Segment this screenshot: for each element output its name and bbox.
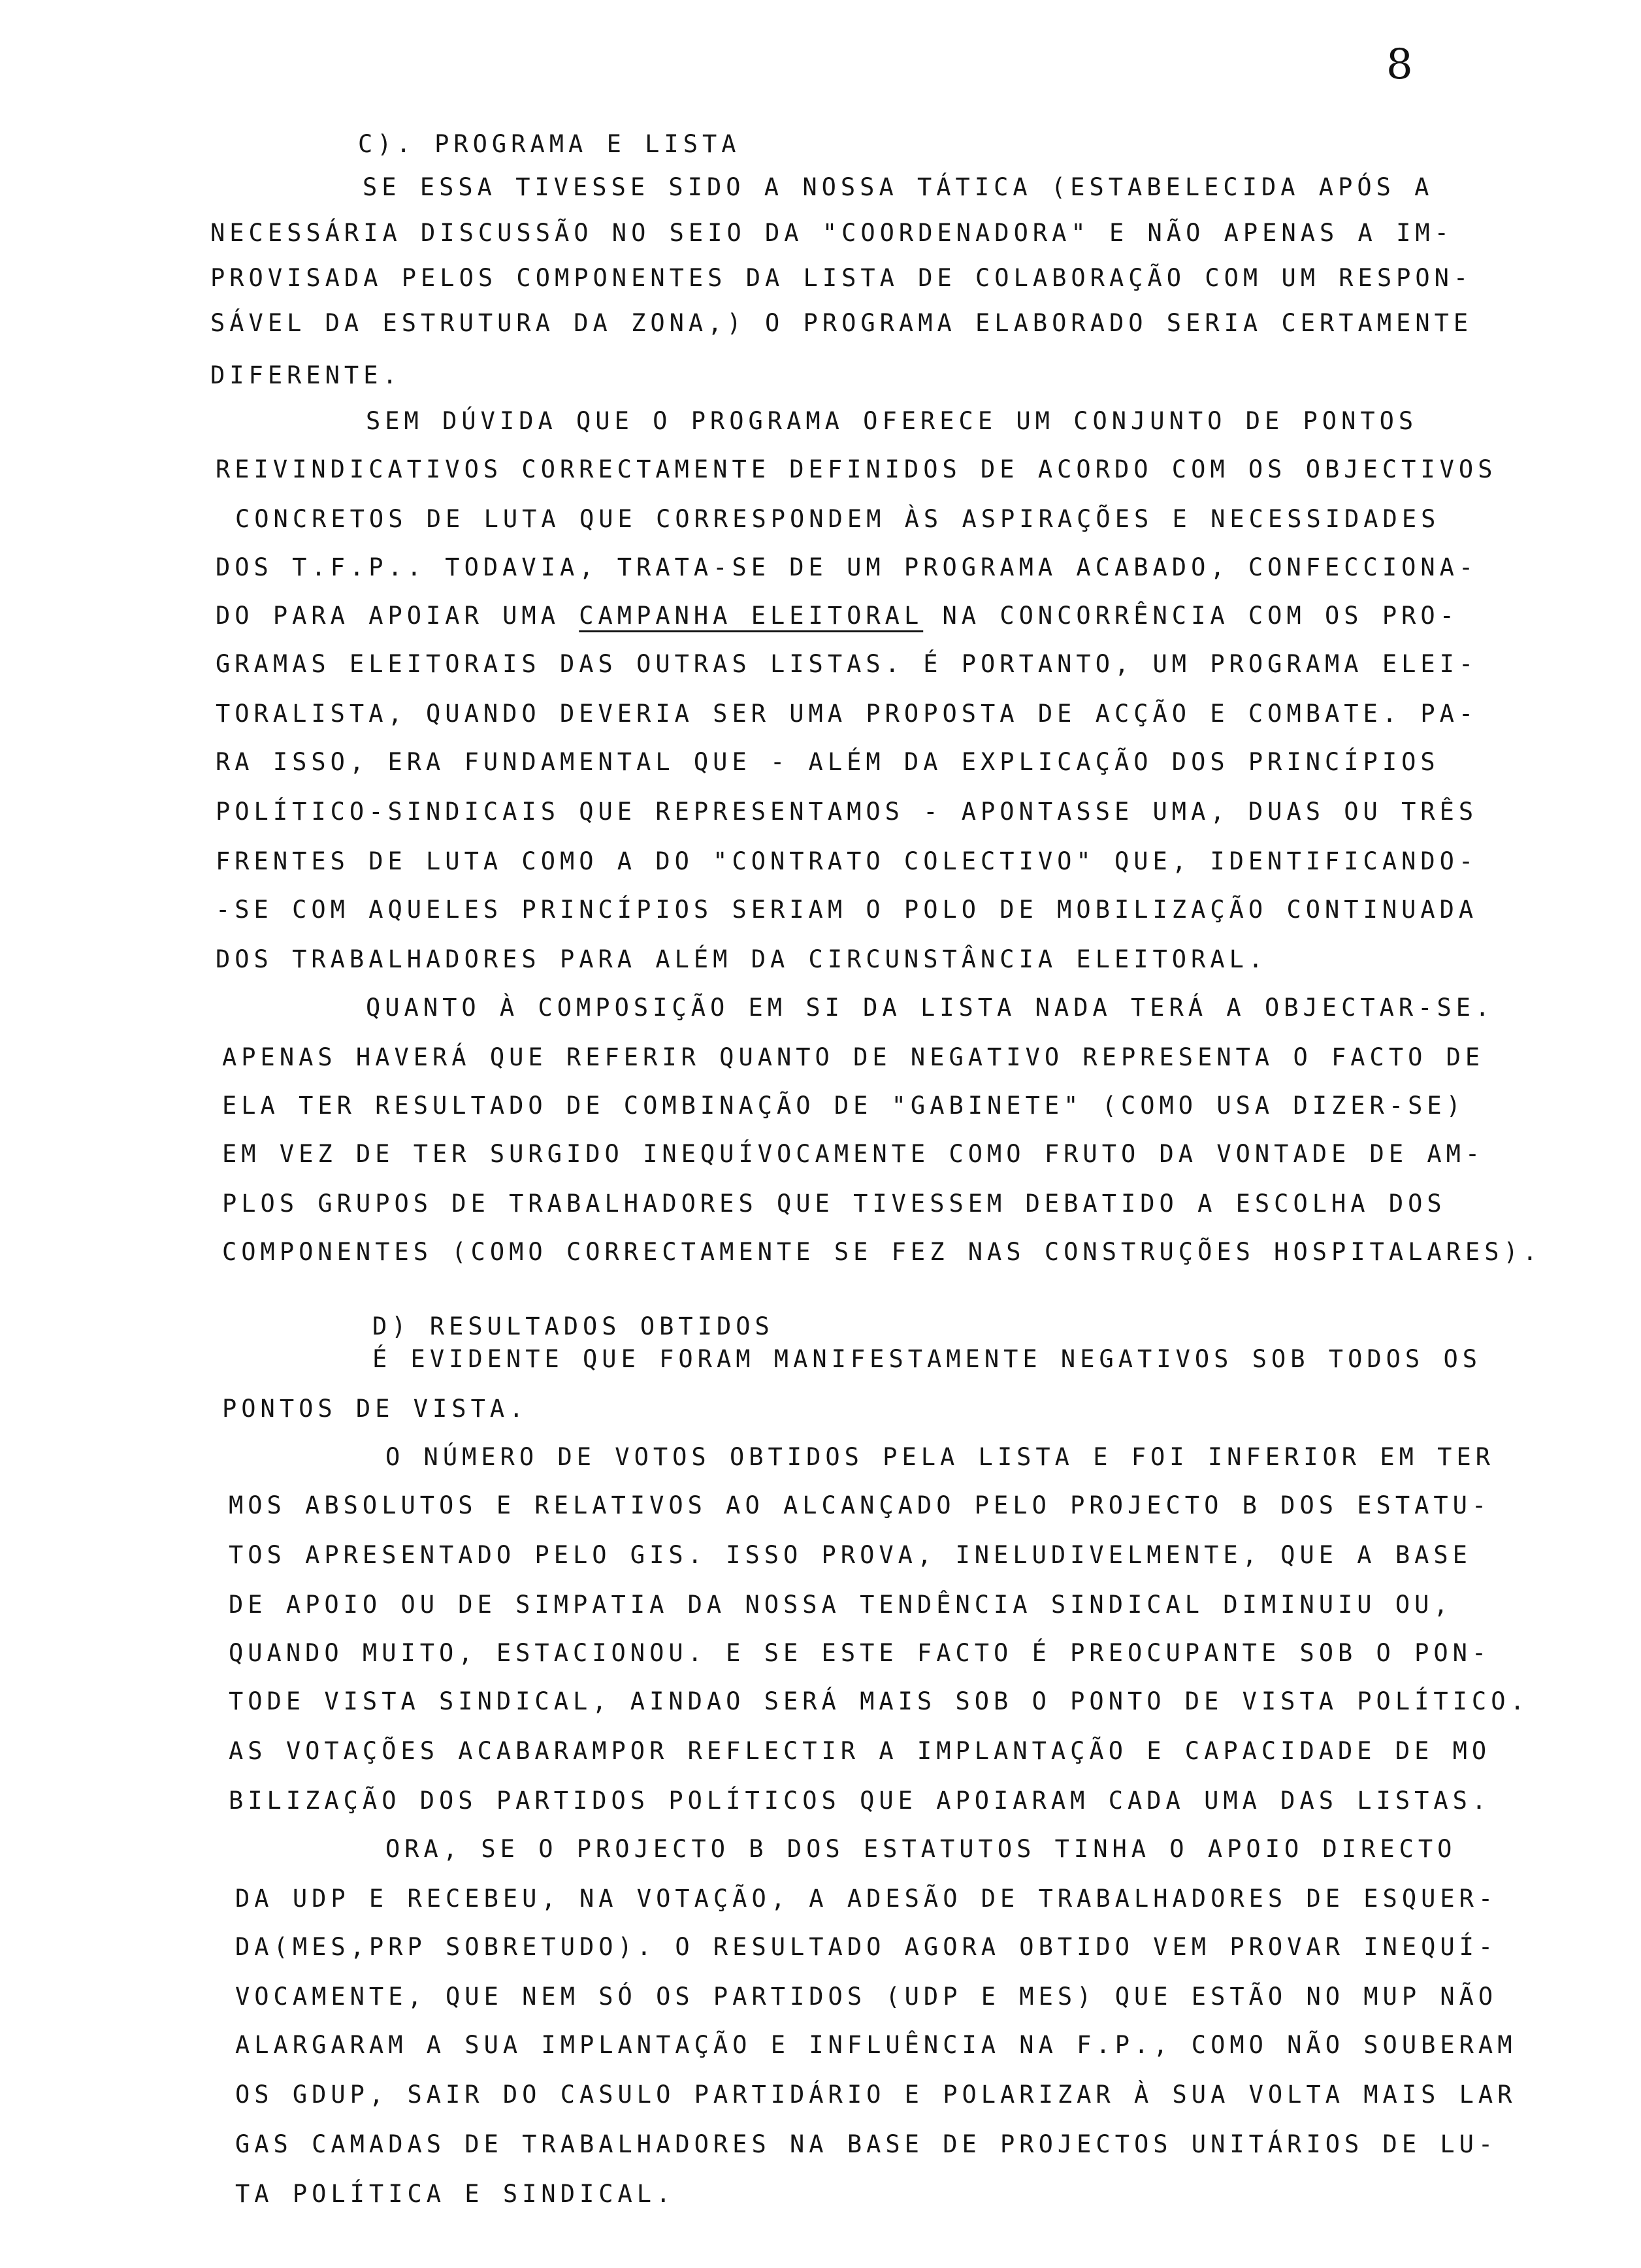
text-line: EM VEZ DE TER SURGIDO INEQUÍVOCAMENTE COMO FRUTO DA VONTADE DE AM-	[222, 1140, 1485, 1168]
text-line: PLOS GRUPOS DE TRABALHADORES QUE TIVESSEM DEBATIDO A ESCOLHA DOS	[222, 1190, 1446, 1218]
text-line: DE APOIO OU DE SIMPATIA DA NOSSA TENDÊNCIA SINDICAL DIMINUIU OU,	[229, 1591, 1453, 1619]
text-line: DO PARA APOIAR UMA CAMPANHA ELEITORAL NA CONCORRÊNCIA COM OS PRO-	[216, 602, 1459, 630]
text-line: -SE COM AQUELES PRINCÍPIOS SERIAM O POLO DE MOBILIZAÇÃO CONTINUADA	[216, 896, 1478, 924]
text-line: SEM DÚVIDA QUE O PROGRAMA OFERECE UM CONJUNTO DE PONTOS	[366, 407, 1418, 435]
text-line: ORA, SE O PROJECTO B DOS ESTATUTOS TINHA O APOIO DIRECTO	[385, 1835, 1457, 1863]
page-number: 8	[1386, 40, 1413, 89]
text-line: AS VOTAÇÕES ACABARAMPOR REFLECTIR A IMPLANTAÇÃO E CAPACIDADE DE MO	[229, 1737, 1491, 1765]
underlined-phrase: CAMPANHA ELEITORAL	[579, 602, 924, 630]
text-line: COMPONENTES (COMO CORRECTAMENTE SE FEZ NAS CONSTRUÇÕES HOSPITALARES).	[222, 1238, 1542, 1266]
text-line: OS GDUP, SAIR DO CASULO PARTIDÁRIO E POLARIZAR À SUA VOLTA MAIS LAR	[235, 2081, 1517, 2109]
text-line: MOS ABSOLUTOS E RELATIVOS AO ALCANÇADO PELO PROJECTO B DOS ESTATU-	[229, 1491, 1491, 1519]
text-line: BILIZAÇÃO DOS PARTIDOS POLÍTICOS QUE APOIARAM CADA UMA DAS LISTAS.	[229, 1787, 1491, 1815]
text-line: CONCRETOS DE LUTA QUE CORRESPONDEM ÀS ASPIRAÇÕES E NECESSIDADES	[235, 505, 1440, 533]
text-line: DOS TRABALHADORES PARA ALÉM DA CIRCUNSTÂNCIA ELEITORAL.	[216, 945, 1268, 973]
text-line: TA POLÍTICA E SINDICAL.	[235, 2180, 675, 2208]
text-line: DA(MES,PRP SOBRETUDO). O RESULTADO AGORA OBTIDO VEM PROVAR INEQUÍ-	[235, 1933, 1498, 1961]
text-line: GRAMAS ELEITORAIS DAS OUTRAS LISTAS. É PORTANTO, UM PROGRAMA ELEI-	[216, 650, 1478, 678]
text-line: O NÚMERO DE VOTOS OBTIDOS PELA LISTA E FOI INFERIOR EM TER	[385, 1443, 1495, 1471]
section-c-heading: C). PROGRAMA E LISTA	[358, 130, 741, 158]
text-line: DA UDP E RECEBEU, NA VOTAÇÃO, A ADESÃO DE TRABALHADORES DE ESQUER-	[235, 1885, 1498, 1913]
text-line: GAS CAMADAS DE TRABALHADORES NA BASE DE PROJECTOS UNITÁRIOS DE LU-	[235, 2130, 1498, 2158]
text-line: TORALISTA, QUANDO DEVERIA SER UMA PROPOSTA DE ACÇÃO E COMBATE. PA-	[216, 700, 1478, 728]
text-line: POLÍTICO-SINDICAIS QUE REPRESENTAMOS - APONTASSE UMA, DUAS OU TRÊS	[216, 798, 1478, 826]
text-line: QUANTO À COMPOSIÇÃO EM SI DA LISTA NADA TERÁ A OBJECTAR-SE.	[366, 994, 1495, 1022]
text-line: REIVINDICATIVOS CORRECTAMENTE DEFINIDOS DE ACORDO COM OS OBJECTIVOS	[216, 455, 1497, 483]
text-line: VOCAMENTE, QUE NEM SÓ OS PARTIDOS (UDP E MES) QUE ESTÃO NO MUP NÃO	[235, 1983, 1498, 2011]
text-line: DIFERENTE.	[210, 361, 402, 389]
text-line: RA ISSO, ERA FUNDAMENTAL QUE - ALÉM DA EXPLICAÇÃO DOS PRINCÍPIOS	[216, 748, 1440, 776]
text-line: PROVISADA PELOS COMPONENTES DA LISTA DE COLABORAÇÃO COM UM RESPON-	[210, 264, 1473, 292]
text-line: ELA TER RESULTADO DE COMBINAÇÃO DE "GABINETE" (COMO USA DIZER-SE)	[222, 1092, 1465, 1120]
text-line: TOS APRESENTADO PELO GIS. ISSO PROVA, INELUDIVELMENTE, QUE A BASE	[229, 1541, 1472, 1569]
text-line: DOS T.F.P.. TODAVIA, TRATA-SE DE UM PROGRAMA ACABADO, CONFECCIONA-	[216, 553, 1478, 581]
text-line: PONTOS DE VISTA.	[222, 1395, 528, 1423]
text-line: TODE VISTA SINDICAL, AINDAO SERÁ MAIS SOB O PONTO DE VISTA POLÍTICO.	[229, 1687, 1529, 1715]
text-line: É EVIDENTE QUE FORAM MANIFESTAMENTE NEGATIVOS SOB TODOS OS	[372, 1345, 1482, 1373]
text-line: SE ESSA TIVESSE SIDO A NOSSA TÁTICA (ESTABELECIDA APÓS A	[363, 173, 1434, 201]
text-line: FRENTES DE LUTA COMO A DO "CONTRATO COLECTIVO" QUE, IDENTIFICANDO-	[216, 847, 1478, 875]
text-line: APENAS HAVERÁ QUE REFERIR QUANTO DE NEGATIVO REPRESENTA O FACTO DE	[222, 1043, 1485, 1071]
text-line: SÁVEL DA ESTRUTURA DA ZONA,) O PROGRAMA ELABORADO SERIA CERTAMENTE	[210, 309, 1473, 337]
section-d-heading: D) RESULTADOS OBTIDOS	[372, 1312, 774, 1340]
text-line: ALARGARAM A SUA IMPLANTAÇÃO E INFLUÊNCIA NA F.P., COMO NÃO SOUBERAM	[235, 2031, 1517, 2059]
text-line: QUANDO MUITO, ESTACIONOU. E SE ESTE FACTO É PREOCUPANTE SOB O PON-	[229, 1639, 1491, 1667]
text-line: NECESSÁRIA DISCUSSÃO NO SEIO DA "COORDENADORA" E NÃO APENAS A IM-	[210, 219, 1454, 247]
